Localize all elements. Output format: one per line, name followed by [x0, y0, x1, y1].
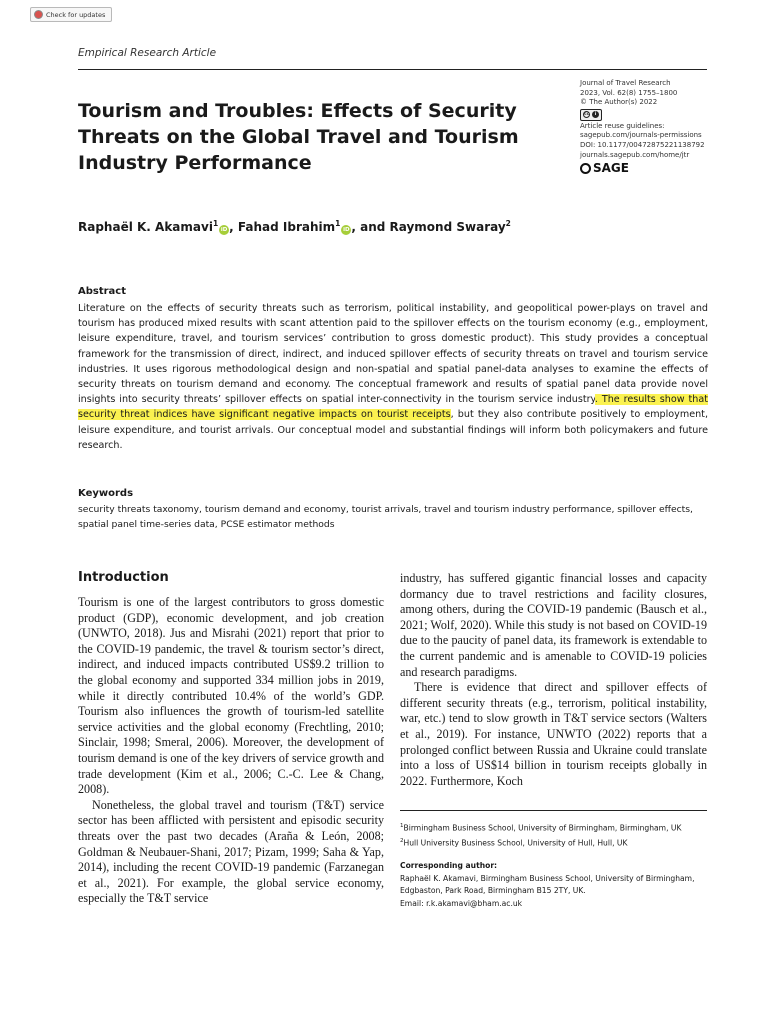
- affiliation-text: Birmingham Business School, University of Birmingham, Birmingham, UK: [403, 823, 682, 833]
- body-column-left: [78, 595, 384, 907]
- sage-logo: [580, 160, 760, 175]
- header-divider: [78, 69, 707, 70]
- footnote-divider: [400, 810, 707, 811]
- author-name: Fahad Ibrahim: [237, 220, 336, 234]
- journal-name: Journal of Travel Research: [580, 79, 671, 87]
- author-list: [78, 219, 678, 235]
- sage-logo-icon: [580, 163, 591, 174]
- abstract-heading: Abstract: [78, 286, 127, 297]
- author-affiliation-marker: 2: [505, 219, 511, 228]
- abstract-text-part: Literature on the effects of security threats such as terrorism, political instability, and geopolitical power-plays on travel and tourism has produced mixed results with scant attention paid to the spillover effects on the tourism economy (e.g., employment, leisure expenditure, travel, and tourism services’ contribution to gross domestic product). This study provides a conceptual framework for the transmission of direct, indirect, and induced spillover effects of security threats on travel and tourism service industries. It uses rigorous methodological design and non-spatial and spatial panel-data analyses to examine the effects of security threats on tourism demand and economy. The conceptual framework and results of spatial panel data provide novel insights into security threats’ spillover effects on spatial inter-connectivity in the tourism service industry: [78, 303, 708, 406]
- author-affiliation-marker: 1: [335, 219, 341, 228]
- abstract-text: [78, 301, 708, 453]
- corresponding-author-heading: Corresponding author:: [400, 861, 498, 871]
- author-separator: ,: [229, 220, 238, 234]
- affiliation-marker: 1: [400, 823, 404, 829]
- author-name: Raymond Swaray: [389, 220, 506, 234]
- doi[interactable]: DOI: 10.1177/00472875221138792: [580, 140, 705, 149]
- body-paragraph: Tourism is one of the largest contributors to gross domestic product (GDP), economic development, and job creation (UNWTO, 2018). Jus and Misrahi (2021) report that prior to the COVID-19 pandemic, the travel & tourism sector’s direct, indirect, and induced impacts contributed US$9.2 trillion to the global economy and supported 334 million jobs in 2019, while it directly contributed 10.4% of the world’s GDP. Tourism also influences the growth of tourism-led satellite service activities and the global economy (Frechtling, 2010; Sinclair, 1998; Smeral, 2006). Moreover, the development of tourism demand is one of the key drivers of service growth and trade development (Kim et al., 2006; C.-C. Lee & Chang, 2008).: [78, 595, 384, 797]
- reuse-guidelines-label: Article reuse guidelines:: [580, 121, 665, 130]
- author-affiliation-marker: 1: [212, 219, 219, 228]
- body-paragraph: There is evidence that direct and spillover effects of different security threats (e.g., terrorism, political instability, war, etc.) tend to slow growth in T&T service sectors (Walters et al., 2019). For instance, UNWTO (2022) reports that a prolonged conflict between Russia and Ukraine could translate into a loss of US$14 billion in tourism receipts globally in 2022. Furthermore, Koch: [400, 680, 707, 788]
- body-paragraph: industry, has suffered gigantic financial losses and capacity dormancy due to travel restrictions and facility closures, among others, during the COVID-19 pandemic (Bausch et al., 2021; Wolf, 2020). While this study is not based on COVID-19 due to the paucity of panel data, its framework is extendable to the current pandemic and is amenable to COVID-19 policies and research paradigms.: [400, 571, 707, 679]
- corresponding-author-address: Edgbaston, Park Road, Birmingham B15 2TY, UK.: [400, 886, 586, 896]
- orcid-icon[interactable]: iD: [343, 227, 350, 233]
- keywords-text: security threats taxonomy, tourism demand and economy, tourist arrivals, travel and tourism industry performance, spillover effects, spatial panel time-series data, PCSE estimator methods: [78, 504, 693, 530]
- check-for-updates-label: Check for updates: [46, 10, 106, 19]
- email-link[interactable]: r.k.akamavi@bham.ac.uk: [426, 898, 523, 908]
- check-for-updates-icon: [34, 10, 43, 19]
- affiliation-note: [400, 835, 710, 850]
- footnotes: [400, 820, 710, 910]
- paper-title: Tourism and Troubles: Effects of Security Threats on the Global Travel and Tourism Industry Performance: [78, 100, 519, 174]
- section-heading-introduction: Introduction: [78, 570, 169, 585]
- affiliation-note: [400, 820, 710, 835]
- cc-by-icon[interactable]: [580, 109, 602, 121]
- check-for-updates-button[interactable]: [30, 7, 112, 22]
- journal-info: [580, 79, 760, 174]
- body-column-right: [400, 571, 707, 789]
- reuse-guidelines-link[interactable]: sagepub.com/journals-permissions: [580, 131, 702, 140]
- affiliation-text: Hull University Business School, University of Hull, Hull, UK: [403, 838, 628, 848]
- author-name: Raphaël K. Akamavi: [78, 220, 213, 234]
- email-label: Email:: [400, 898, 424, 908]
- by-icon: i: [592, 111, 599, 118]
- author-separator: , and: [351, 220, 390, 234]
- orcid-icon[interactable]: iD: [220, 227, 228, 233]
- body-paragraph: Nonetheless, the global travel and tourism (T&T) service sector has been afflicted with persistent and episodic security threats over the past two decades (Araña & León, 2008; Goldman & Neubauer-Shani, 2017; Pizam, 1999; Saha & Yap, 2014), including the recent COVID-19 pandemic (Farzanegan et al., 2021). For example, the global service economy, especially the T&T service: [78, 797, 384, 906]
- publisher-name: SAGE: [593, 160, 629, 175]
- corresponding-author-address: Raphaël K. Akamavi, Birmingham Business School, University of Birmingham,: [400, 873, 695, 883]
- cc-icon: cc: [584, 112, 590, 118]
- journal-volume: 2023, Vol. 62(8) 1755–1800: [580, 88, 678, 97]
- article-type-label: Empirical Research Article: [78, 47, 217, 59]
- corresponding-email: [400, 898, 710, 911]
- copyright-notice: © The Author(s) 2022: [580, 98, 658, 107]
- journal-home-link[interactable]: journals.sagepub.com/home/jtr: [580, 150, 690, 159]
- highlighted-text: . The results show that security threat indices have significant negative impacts on tourist receipts: [78, 394, 708, 421]
- affiliation-marker: 2: [400, 838, 404, 845]
- abstract-text-part: , but they also contribute positively to employment, leisure expenditure, and tourist arrivals. Our conceptual model and substantial findings will inform both policymakers and future research.: [78, 409, 708, 451]
- keywords-heading: Keywords: [78, 488, 134, 499]
